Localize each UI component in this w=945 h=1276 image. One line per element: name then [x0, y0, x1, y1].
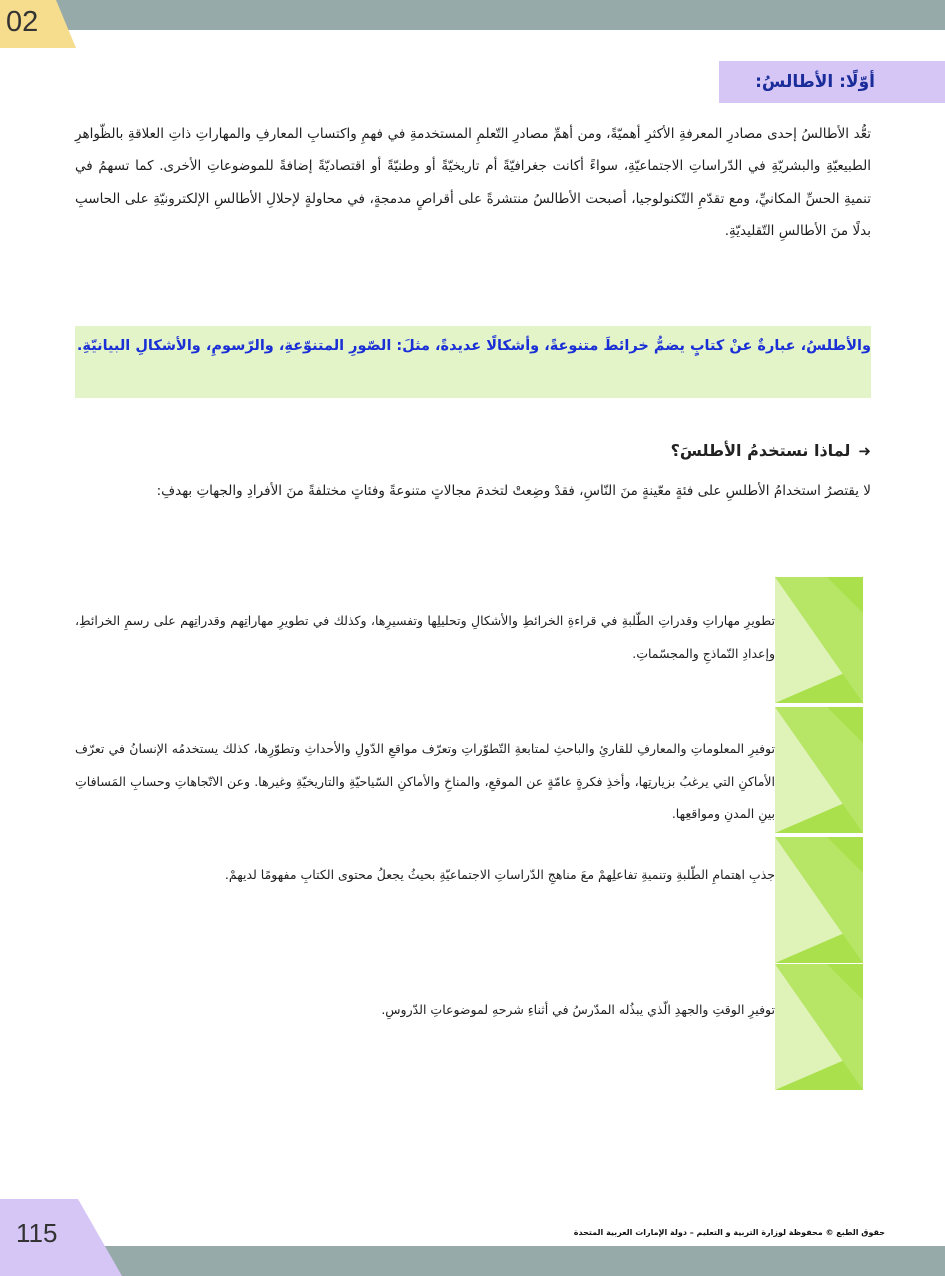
list-item-text: توفيرِ المعلوماتِ والمعارفِ للقارئِ والباحثِ لمتابعةِ التّطوّراتِ وتعرّف مواقعِ الدّولِ والأحداثِ وتطوّرِها، كذلك يستخدمُه الإنسانُ في تعرّف الأماكنِ التي يرغبُ بزيارتِها، وأخذِ فكرةٍ عامّةٍ عن الموقعِ، والمناخِ والأماكنِ السّياحيّةِ والتاريخيّةِ وغيرها. وعن الاتّجاهاتِ وحسابِ المَسافاتِ بينِ المدنِ ومواقعِها.	[75, 741, 775, 821]
list-item	[75, 837, 863, 963]
list-item	[75, 577, 863, 703]
list-item-text: تطويرِ مهاراتِ وقدراتِ الطّلبةِ في قراءةِ الخرائطِ والأشكالِ وتحليلِها وتفسيرِها، وكذلك في تطويرِ مهاراتِهم وقدراتِهم على رسمِ الخرائطِ، وإعدادِ النّماذجِ والمجسّماتِ.	[75, 613, 775, 661]
why-heading-text: لماذا نستخدمُ الأطلسَ؟	[670, 441, 851, 460]
definition-highlight: والأطلسُ، عبارةٌ عنْ كتابٍ يضمُّ خرائطَ متنوعةً، وأشكالًا عديدةً، مثلَ: الصّورِ المتنوّعةِ، والرّسومِ، والأشكالِ البيانيّةِ.	[75, 326, 871, 398]
green-triangle-decoration	[775, 964, 863, 1090]
why-intro-paragraph: لا يقتصرُ استخدامُ الأطلسِ على فئةٍ معّينةٍ منَ النّاسِ، فقدْ وضِعتْ لتخدمَ مجالاتٍ متنوعةً وفئاتٍ مختلفةً منَ الأفرادِ والجهاتِ بهدفِ:	[156, 483, 871, 499]
arrow-right-icon: ➜	[858, 442, 871, 460]
bottom-banner-bar	[0, 1246, 945, 1276]
why-heading	[671, 441, 871, 460]
copyright-notice: حقوق الطبع © محفوظة لوزارة التربية و التعليم – دولة الإمارات العربية المتحدة	[573, 1228, 885, 1237]
list-item	[75, 707, 863, 833]
chapter-number: 02	[6, 6, 39, 38]
green-triangle-decoration	[775, 577, 863, 703]
list-item	[75, 964, 863, 1090]
list-item-text: جذبِ اهتمامِ الطّلبةِ وتنميةِ تفاعلِهمْ معَ مناهجِ الدّراساتِ الاجتماعيّةِ بحيثُ يجعلُ محتوى الكتابِ مفهومًا لديهمْ.	[224, 867, 775, 882]
list-item-text: توفيرِ الوقتِ والجهدِ الّذي يبذُله المدّرسُ في أثناءِ شرحهِ لموضوعاتِ الدّروسِ.	[381, 1002, 775, 1017]
top-banner-bar	[0, 0, 945, 30]
green-triangle-decoration	[775, 837, 863, 963]
green-triangle-decoration	[775, 707, 863, 833]
page-number: 115	[16, 1218, 58, 1248]
section-heading: أوّلًا: الأطالسُ:	[719, 61, 945, 103]
intro-paragraph: تعُّد الأطالسُ إحدى مصادرِ المعرفةِ الأكثرِ أهميّةً، ومن أهمِّ مصادرِ التّعلمِ المستخدمةِ في فهمِ واكتسابِ المعارفِ والمهاراتِ ذاتِ العلاقةِ بالظّواهرِ الطبيعيّةِ والبشريّةِ في الدّراساتِ الاجتماعيّةِ، سواءً أكانت جغرافيّةً أم تاريخيّةً أو وطنيّةً أو اقتصاديّةً إضافةً للموضوعاتِ الأخرى. كما تسهمُ في تنميةِ الحسِّ المكانيِّ، ومع تقدّمِ التّكنولوجيا، أصبحت الأطالسُ منتشرةً على أقراصٍ مدمجةٍ، في محاولةٍ لإحلالِ الأطالسِ الإلكترونيّةِ على الحاسبِ بدلًا منَ الأطالسِ التّقليديّةِ.	[75, 126, 871, 240]
